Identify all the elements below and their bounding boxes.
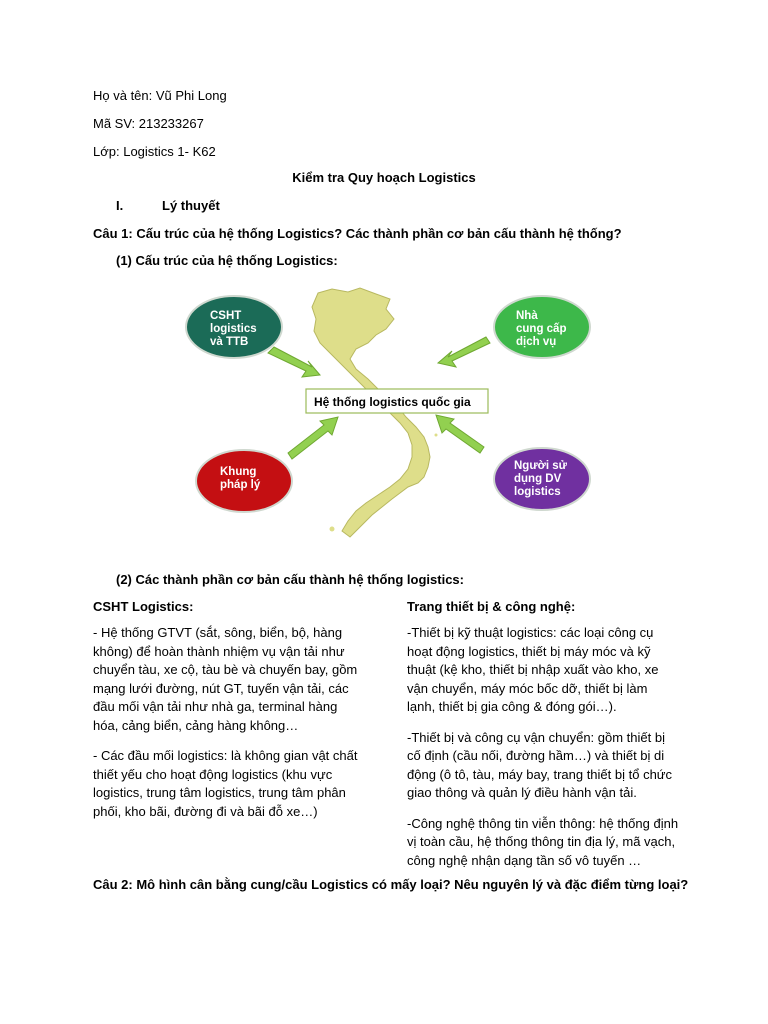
svg-text:Người sửdụng DVlogistics xyxy=(514,460,568,498)
page-title: Kiểm tra Quy hoạch Logistics xyxy=(292,170,476,185)
section-label: Lý thuyết xyxy=(162,198,220,213)
oval-label-line: Người sử xyxy=(514,460,567,472)
student-name: Họ và tên: Vũ Phi Long xyxy=(93,88,227,103)
student-id: Mã SV: 213233267 xyxy=(93,116,204,131)
right-column-heading: Trang thiết bị & công nghệ: xyxy=(407,599,576,614)
arrow-bottom-right xyxy=(436,415,484,453)
oval-label-line: CSHT xyxy=(210,310,242,322)
island-icon xyxy=(330,527,335,532)
question-2: Câu 2: Mô hình cân bằng cung/cầu Logistics có mấy loại? Nêu nguyên lý và đặc điểm từng loại? xyxy=(93,877,689,892)
left-column-body xyxy=(93,624,363,833)
oval-label-line: logistics xyxy=(210,323,257,335)
arrow-top-right xyxy=(438,337,490,367)
oval-label-line: logistics xyxy=(514,486,561,498)
oval-label-line: cung cấp xyxy=(516,323,567,335)
island-icon xyxy=(435,434,438,437)
oval-label-line: Nhà xyxy=(516,310,538,322)
left-paragraph-1: - Hệ thống GTVT (sắt, sông, biển, bộ, hàng không) để hoàn thành nhiệm vụ vận tải như chuyển tàu, xe cộ, tàu bè và chuyến bay, gồm mạng lưới đường, nút GT, tuyến vận tải, các đầu mối vận tải như nhà ga, terminal hàng hóa, cảng biển, cảng hàng không… xyxy=(93,625,358,733)
left-column-heading: CSHT Logistics: xyxy=(93,599,194,614)
svg-text:Khungpháp lý xyxy=(220,466,261,491)
oval-infrastructure xyxy=(186,296,282,358)
oval-label-line: pháp lý xyxy=(220,479,261,491)
oval-label-line: và TTB xyxy=(210,336,249,348)
logistics-system-diagram xyxy=(180,285,600,545)
oval-service-users xyxy=(494,448,590,510)
question-1-sub-2: (2) Các thành phần cơ bản cấu thành hệ thống logistics: xyxy=(116,572,464,587)
right-column-body xyxy=(407,624,679,882)
right-paragraph-2: -Thiết bị và công cụ vận chuyển: gồm thiết bị cố định (cầu nối, đường hầm…) và thiết bị di động (ô tô, tàu, máy bay, trang thiết bị tổ chức giao thông và quản lý điều hành vận tải. xyxy=(407,729,672,800)
question-1-sub-1: (1) Cấu trúc của hệ thống Logistics: xyxy=(116,253,338,268)
class-name: Lớp: Logistics 1- K62 xyxy=(93,144,216,159)
right-paragraph-3: -Công nghệ thông tin viễn thông: hệ thống định vị toàn cầu, hệ thống thông tin địa lý, mã vạch, công nghệ nhận dạng tần số vô tuyến … xyxy=(407,815,679,868)
oval-legal-framework xyxy=(196,450,292,512)
oval-label-line: dịch vụ xyxy=(516,336,557,348)
oval-label-line: Khung xyxy=(220,466,257,478)
right-paragraph-1: -Thiết bị kỹ thuật logistics: các loại công cụ hoạt động logistics, thiết bị máy móc và kỹ thuật (kệ kho, thiết bị nhập xuất vào kho, xe vận chuyển, máy móc bốc dỡ, thiết bị làm lạnh, thiết bị gia công & đóng gói…). xyxy=(407,625,659,714)
center-label: Hệ thống logistics quốc gia xyxy=(314,395,471,409)
left-paragraph-2: - Các đầu mối logistics: là không gian vật chất thiết yếu cho hoạt động logistics (khu vực logistics, trung tâm logistics, trung tâm phân phối, kho bãi, đường đi và bãi đỗ xe…) xyxy=(93,748,358,819)
oval-label-line: dụng DV xyxy=(514,473,562,485)
oval-service-provider xyxy=(494,296,590,358)
arrow-top-left xyxy=(268,347,320,377)
question-1: Câu 1: Cấu trúc của hệ thống Logistics? Các thành phần cơ bản cấu thành hệ thống? xyxy=(93,226,622,241)
arrow-bottom-left xyxy=(288,417,338,459)
section-number: I. xyxy=(116,198,124,213)
